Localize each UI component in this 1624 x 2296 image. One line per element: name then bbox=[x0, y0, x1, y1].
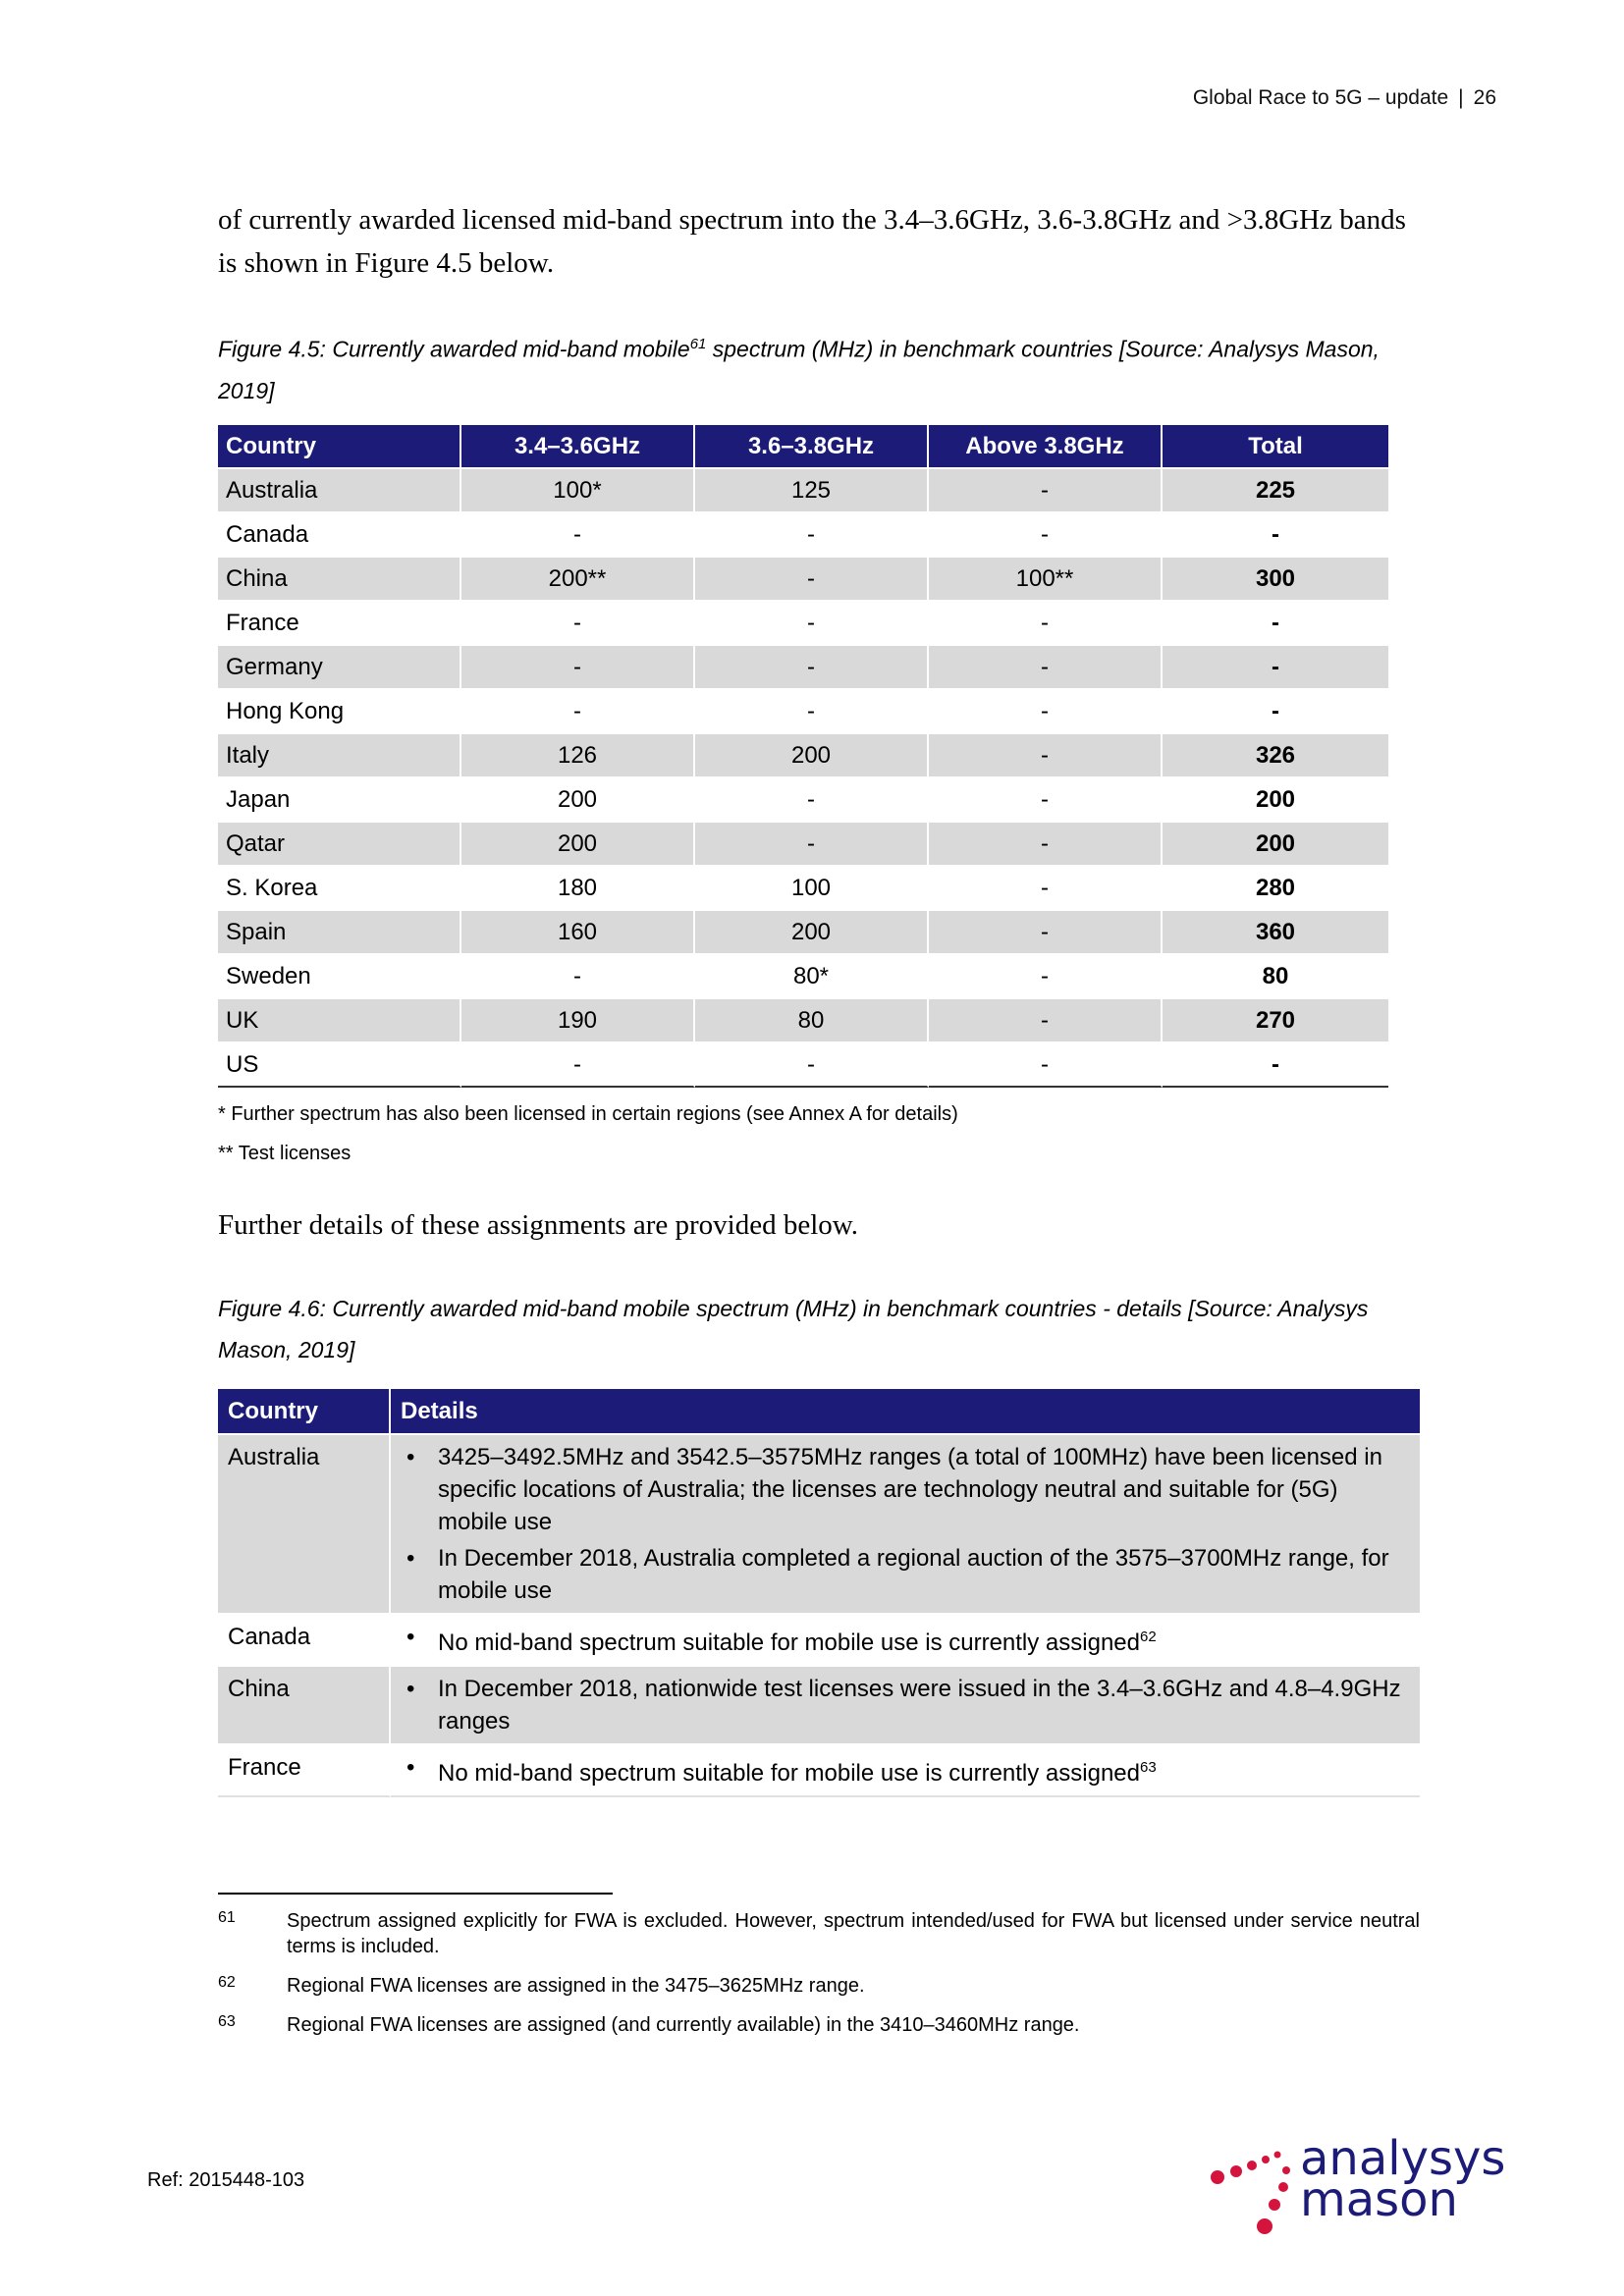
value-cell: - bbox=[929, 732, 1163, 776]
total-cell: 80 bbox=[1163, 953, 1388, 997]
total-cell: 326 bbox=[1163, 732, 1388, 776]
value-cell: 80 bbox=[695, 997, 929, 1041]
total-cell: 225 bbox=[1163, 467, 1388, 511]
table-row bbox=[218, 1665, 1420, 1743]
country-cell: Canada bbox=[218, 1613, 391, 1665]
header-separator: | bbox=[1458, 86, 1464, 109]
footnotes bbox=[218, 1908, 1420, 2052]
country-cell: Japan bbox=[218, 776, 461, 821]
spectrum-table-header bbox=[218, 425, 1388, 467]
value-cell: - bbox=[461, 644, 695, 688]
value-cell: - bbox=[929, 644, 1163, 688]
detail-text: 3425–3492.5MHz and 3542.5–3575MHz ranges (a total of 100MHz) have been licensed in specific locations of Australia; the licenses are technology neutral and suitable for (5G) mobile use bbox=[438, 1444, 1382, 1535]
table-row bbox=[218, 997, 1388, 1041]
document-ref: Ref: 2015448-103 bbox=[147, 2169, 305, 2191]
bullet-icon: • bbox=[406, 1545, 415, 1572]
total-cell: 300 bbox=[1163, 556, 1388, 600]
details-cell bbox=[391, 1665, 1420, 1743]
table-row bbox=[218, 821, 1388, 865]
col-header-details: Details bbox=[391, 1389, 1420, 1433]
country-cell: Sweden bbox=[218, 953, 461, 997]
details-cell bbox=[391, 1433, 1420, 1613]
col-header-country: Country bbox=[218, 425, 461, 467]
detail-text: In December 2018, nationwide test licenses were issued in the 3.4–3.6GHz and 4.8–4.9GHz ranges bbox=[438, 1676, 1401, 1735]
value-cell: - bbox=[695, 644, 929, 688]
details-table-header bbox=[218, 1389, 1420, 1433]
footnote-ref: 62 bbox=[1140, 1629, 1157, 1645]
detail-text: No mid-band spectrum suitable for mobile use is currently assigned bbox=[438, 1629, 1140, 1656]
value-cell: 100** bbox=[929, 556, 1163, 600]
running-header bbox=[1193, 86, 1496, 110]
value-cell: - bbox=[695, 556, 929, 600]
value-cell: - bbox=[461, 600, 695, 644]
bullet-icon: • bbox=[406, 1676, 415, 1702]
total-cell: 280 bbox=[1163, 865, 1388, 909]
bullet-icon: • bbox=[406, 1754, 415, 1781]
table-row bbox=[218, 865, 1388, 909]
total-cell: 270 bbox=[1163, 997, 1388, 1041]
footnote: 62 Regional FWA licenses are assigned in the 3475–3625MHz range. bbox=[218, 1974, 865, 1997]
intro-paragraph: of currently awarded licensed mid-band spectrum into the 3.4–3.6GHz, 3.6-3.8GHz and >3.8GHz bands is shown in Figure 4.5 below. bbox=[218, 204, 1406, 279]
value-cell: - bbox=[929, 688, 1163, 732]
bullet-icon: • bbox=[406, 1444, 415, 1470]
col-header-band-3: Above 3.8GHz bbox=[929, 425, 1163, 467]
value-cell: 100* bbox=[461, 467, 695, 511]
table-row bbox=[218, 556, 1388, 600]
detail-bullet-item bbox=[401, 1441, 1410, 1538]
country-cell: UK bbox=[218, 997, 461, 1041]
country-cell: Italy bbox=[218, 732, 461, 776]
logo-text-mason: mason bbox=[1300, 2172, 1458, 2227]
table-row bbox=[218, 732, 1388, 776]
spectrum-table bbox=[218, 425, 1388, 1088]
value-cell: - bbox=[695, 688, 929, 732]
total-cell: - bbox=[1163, 688, 1388, 732]
table-row bbox=[218, 953, 1388, 997]
total-cell: 200 bbox=[1163, 821, 1388, 865]
value-cell: - bbox=[461, 953, 695, 997]
table-row bbox=[218, 1433, 1420, 1613]
table-row bbox=[218, 1041, 1388, 1088]
footnote-ref: 63 bbox=[1140, 1759, 1157, 1776]
total-cell: 360 bbox=[1163, 909, 1388, 953]
value-cell: - bbox=[695, 511, 929, 556]
country-cell: Canada bbox=[218, 511, 461, 556]
value-cell: 200** bbox=[461, 556, 695, 600]
value-cell: 200 bbox=[461, 776, 695, 821]
table-notes bbox=[218, 1095, 958, 1173]
table-row bbox=[218, 467, 1388, 511]
table-row bbox=[218, 511, 1388, 556]
total-cell: - bbox=[1163, 644, 1388, 688]
analysys-mason-logo bbox=[1206, 2131, 1520, 2246]
value-cell: - bbox=[929, 997, 1163, 1041]
country-cell: Hong Kong bbox=[218, 688, 461, 732]
value-cell: 160 bbox=[461, 909, 695, 953]
value-cell: - bbox=[929, 865, 1163, 909]
table-row bbox=[218, 688, 1388, 732]
middle-paragraph: Further details of these assignments are provided below. bbox=[218, 1209, 859, 1241]
value-cell: - bbox=[461, 1041, 695, 1088]
value-cell: - bbox=[929, 1041, 1163, 1088]
detail-text: No mid-band spectrum suitable for mobile use is currently assigned bbox=[438, 1760, 1140, 1787]
col-header-band-1: 3.4–3.6GHz bbox=[461, 425, 695, 467]
details-cell bbox=[391, 1743, 1420, 1797]
value-cell: 200 bbox=[695, 732, 929, 776]
detail-bullet-item bbox=[401, 1673, 1410, 1737]
footnote-ref-61: 61 bbox=[689, 336, 707, 352]
note-further-spectrum: * Further spectrum has also been licensed in certain regions (see Annex A for details) bbox=[218, 1103, 958, 1125]
footnote-rule bbox=[218, 1893, 613, 1895]
value-cell: - bbox=[929, 511, 1163, 556]
value-cell: - bbox=[929, 776, 1163, 821]
value-cell: 190 bbox=[461, 997, 695, 1041]
value-cell: - bbox=[929, 821, 1163, 865]
figure-4-5-caption: Figure 4.5: Currently awarded mid-band mobile$^{61}$ spectrum (MHz) in benchmark countries [Source: Analysys Mason, 2019] bbox=[218, 336, 1380, 403]
country-cell: France bbox=[218, 1743, 391, 1797]
total-cell: - bbox=[1163, 600, 1388, 644]
country-cell: China bbox=[218, 1665, 391, 1743]
value-cell: - bbox=[695, 776, 929, 821]
value-cell: - bbox=[695, 1041, 929, 1088]
figure-4-6-caption: Figure 4.6: Currently awarded mid-band mobile spectrum (MHz) in benchmark countries - details [Source: Analysys Mason, 2019] bbox=[218, 1296, 1369, 1362]
detail-bullet-item bbox=[401, 1621, 1410, 1659]
value-cell: 200 bbox=[695, 909, 929, 953]
detail-bullet-item bbox=[401, 1542, 1410, 1607]
value-cell: - bbox=[929, 909, 1163, 953]
country-cell: Australia bbox=[218, 1433, 391, 1613]
details-table bbox=[218, 1389, 1420, 1797]
total-cell: - bbox=[1163, 1041, 1388, 1088]
country-cell: Germany bbox=[218, 644, 461, 688]
footnote: 61 Spectrum assigned explicitly for FWA is excluded. However, spectrum intended/used for FWA but licensed under service neutral terms is included. bbox=[218, 1909, 1420, 1957]
total-cell: - bbox=[1163, 511, 1388, 556]
value-cell: 200 bbox=[461, 821, 695, 865]
header-title: Global Race to 5G – update bbox=[1192, 86, 1449, 109]
table-row bbox=[218, 909, 1388, 953]
value-cell: 80* bbox=[695, 953, 929, 997]
page-number: 26 bbox=[1473, 86, 1496, 109]
value-cell: 125 bbox=[695, 467, 929, 511]
country-cell: Australia bbox=[218, 467, 461, 511]
value-cell: - bbox=[929, 600, 1163, 644]
value-cell: - bbox=[695, 600, 929, 644]
footnote: 63 Regional FWA licenses are assigned (and currently available) in the 3410–3460MHz range. bbox=[218, 2013, 1080, 2036]
country-cell: Qatar bbox=[218, 821, 461, 865]
country-cell: France bbox=[218, 600, 461, 644]
country-cell: Spain bbox=[218, 909, 461, 953]
value-cell: 180 bbox=[461, 865, 695, 909]
total-cell: 200 bbox=[1163, 776, 1388, 821]
table-row bbox=[218, 776, 1388, 821]
note-test-licenses: ** Test licenses bbox=[218, 1143, 352, 1164]
bullet-icon: • bbox=[406, 1624, 415, 1650]
table-row bbox=[218, 1613, 1420, 1665]
value-cell: 100 bbox=[695, 865, 929, 909]
country-cell: S. Korea bbox=[218, 865, 461, 909]
value-cell: - bbox=[929, 467, 1163, 511]
country-cell: US bbox=[218, 1041, 461, 1088]
logo-text-analysys: analysys bbox=[1300, 2131, 1506, 2186]
value-cell: - bbox=[461, 688, 695, 732]
value-cell: 126 bbox=[461, 732, 695, 776]
table-row bbox=[218, 644, 1388, 688]
value-cell: - bbox=[695, 821, 929, 865]
detail-text: In December 2018, Australia completed a regional auction of the 3575–3700MHz range, for mobile use bbox=[438, 1545, 1389, 1604]
value-cell: - bbox=[929, 953, 1163, 997]
country-cell: China bbox=[218, 556, 461, 600]
col-header-band-2: 3.6–3.8GHz bbox=[695, 425, 929, 467]
details-cell bbox=[391, 1613, 1420, 1665]
logo-dots-icon bbox=[1206, 2136, 1304, 2246]
table-row bbox=[218, 600, 1388, 644]
table-row bbox=[218, 1743, 1420, 1797]
detail-bullet-item bbox=[401, 1751, 1410, 1789]
col-header-country: Country bbox=[218, 1389, 391, 1433]
col-header-total: Total bbox=[1163, 425, 1388, 467]
value-cell: - bbox=[461, 511, 695, 556]
